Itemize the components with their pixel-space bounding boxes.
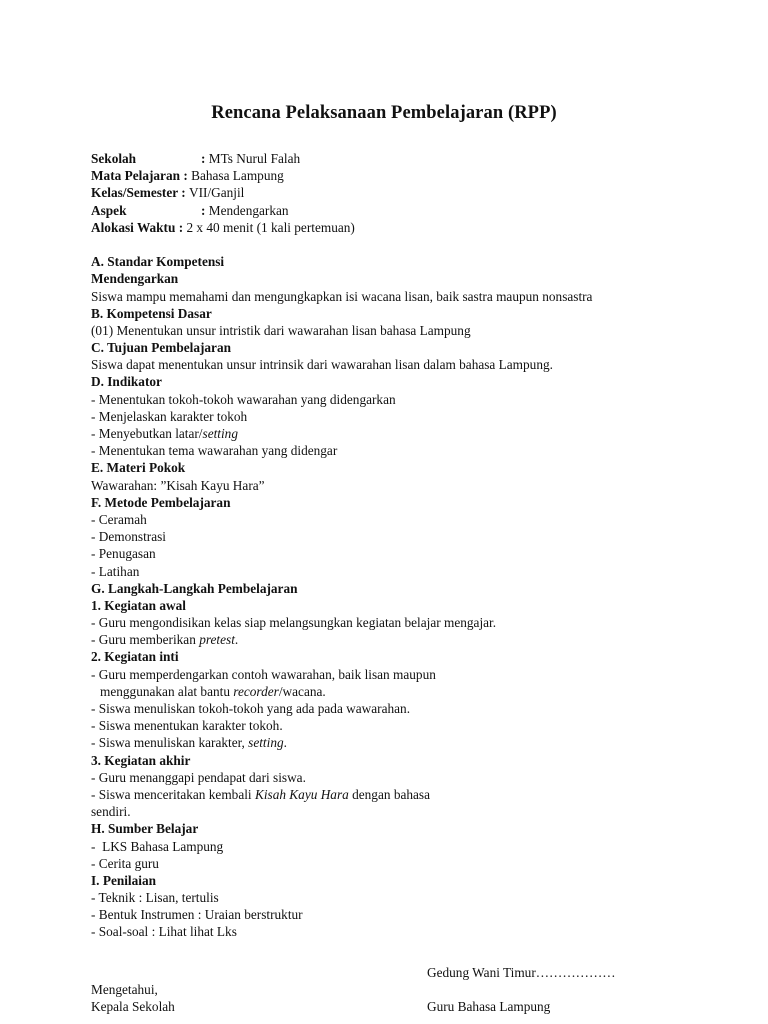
list-item (91, 734, 691, 751)
list-item: - LKS Bahasa Lampung (91, 838, 224, 854)
identity-mapel (91, 167, 691, 184)
section-i-heading: I. Penilaian (91, 872, 157, 888)
section-a-subheading: Mendengarkan (91, 271, 179, 287)
list-item: - Siswa menuliskan tokoh-tokoh yang ada pada wawarahan. (91, 701, 411, 716)
guru-label: Guru Bahasa Lampung (427, 999, 551, 1014)
kegiatan-akhir-heading: 3. Kegiatan akhir (91, 752, 191, 768)
list-item (91, 631, 691, 648)
sekolah-value: MTs Nurul Falah (208, 151, 301, 166)
document-body (91, 150, 691, 941)
section-c-text: Siswa dapat menentukan unsur intrinsik dari wawarahan lisan dalam bahasa Lampung. (91, 357, 553, 373)
identity-sekolah (91, 150, 691, 167)
list-item-text: /wacana. (278, 683, 326, 699)
place-date: Gedung Wani Timur……………… (427, 965, 616, 980)
alokasi-sep: : (175, 219, 187, 235)
section-b-heading: B. Kompetensi Dasar (91, 305, 212, 321)
mapel-sep: : (180, 168, 192, 184)
list-item-text: - Siswa menuliskan karakter, (91, 735, 249, 751)
list-item-text: dengan bahasa (348, 786, 431, 802)
list-item-italic: pretest (199, 632, 235, 648)
list-item-text: . (234, 632, 239, 648)
list-item (91, 425, 691, 442)
mapel-label: Mata Pelajaran (91, 168, 180, 184)
list-item: - Latihan (91, 563, 140, 579)
document-title: Rencana Pelaksanaan Pembelajaran (RPP) (211, 103, 557, 123)
section-g-heading: G. Langkah-Langkah Pembelajaran (91, 580, 298, 596)
alokasi-label: Alokasi Waktu (91, 219, 176, 235)
sekolah-label: Sekolah (91, 151, 137, 166)
section-e-text: Wawarahan: ”Kisah Kayu Hara” (91, 477, 265, 493)
section-a-text: Siswa mampu memahami dan mengungkapkan isi wacana lisan, baik sastra maupun nonsastra (91, 288, 593, 304)
list-item-text: - Menyebutkan latar/ (91, 426, 203, 441)
list-item: - Menentukan tema wawarahan yang didengar (91, 443, 338, 459)
aspek-value: Mendengarkan (208, 202, 289, 218)
identity-alokasi (91, 219, 691, 236)
list-item: - Menentukan tokoh-tokoh wawarahan yang didengarkan (91, 391, 396, 407)
identity-kelas (91, 184, 691, 201)
list-item (91, 786, 691, 803)
spacer (91, 236, 691, 253)
list-item-italic: setting (202, 426, 238, 441)
list-item: - Menjelaskan karakter tokoh (91, 408, 248, 424)
list-item-continuation (91, 683, 691, 700)
list-item-text: menggunakan alat bantu (100, 683, 234, 699)
kegiatan-awal-heading: 1. Kegiatan awal (91, 597, 186, 613)
list-item-italic: recorder (233, 683, 279, 699)
sekolah-sep: : (201, 151, 209, 166)
section-b-text: (01) Menentukan unsur intristik dari wawarahan lisan bahasa Lampung (91, 322, 471, 338)
list-item: - Guru mengondisikan kelas siap melangsungkan kegiatan belajar mengajar. (91, 615, 497, 631)
list-item-text: - Guru memberikan (91, 632, 200, 648)
list-item: - Soal-soal : Lihat lihat Lks (91, 924, 237, 940)
list-item: - Penugasan (91, 546, 156, 562)
section-h-heading: H. Sumber Belajar (91, 821, 199, 837)
section-d-heading: D. Indikator (91, 374, 162, 390)
kelas-sep: : (177, 185, 189, 201)
list-item: - Siswa menentukan karakter tokoh. (91, 718, 283, 734)
list-item: - Guru memperdengarkan contoh wawarahan, baik lisan maupun (91, 666, 436, 682)
mengetahui-label: Mengetahui, (91, 982, 158, 997)
list-item-italic: Kisah Kayu Hara (254, 786, 349, 802)
list-item-italic: setting (248, 735, 284, 751)
list-item-text: - Siswa menceritakan kembali (91, 786, 255, 802)
kegiatan-inti-heading: 2. Kegiatan inti (91, 649, 179, 665)
list-item: - Guru menanggapi pendapat dari siswa. (91, 769, 306, 785)
list-item: - Demonstrasi (91, 529, 166, 545)
list-item-continuation: sendiri. (91, 804, 131, 820)
alokasi-value: 2 x 40 menit (1 kali pertemuan) (186, 219, 355, 235)
kelas-label: Kelas/Semester (91, 185, 178, 201)
section-c-heading: C. Tujuan Pembelajaran (91, 340, 232, 356)
kepala-sekolah-label: Kepala Sekolah (91, 999, 175, 1014)
list-item: - Bentuk Instrumen : Uraian berstruktur (91, 907, 303, 923)
mapel-value: Bahasa Lampung (191, 168, 284, 184)
list-item: - Teknik : Lisan, tertulis (91, 890, 219, 906)
section-e-heading: E. Materi Pokok (91, 460, 186, 476)
aspek-label: Aspek (91, 202, 127, 218)
section-a-heading: A. Standar Kompetensi (91, 254, 225, 270)
list-item-text: . (283, 735, 287, 751)
kelas-value: VII/Ganjil (188, 185, 245, 201)
identity-aspek (91, 202, 691, 219)
list-item: - Cerita guru (91, 855, 159, 871)
list-item: - Ceramah (91, 511, 147, 527)
section-f-heading: F. Metode Pembelajaran (91, 494, 231, 510)
aspek-sep: : (201, 202, 209, 218)
